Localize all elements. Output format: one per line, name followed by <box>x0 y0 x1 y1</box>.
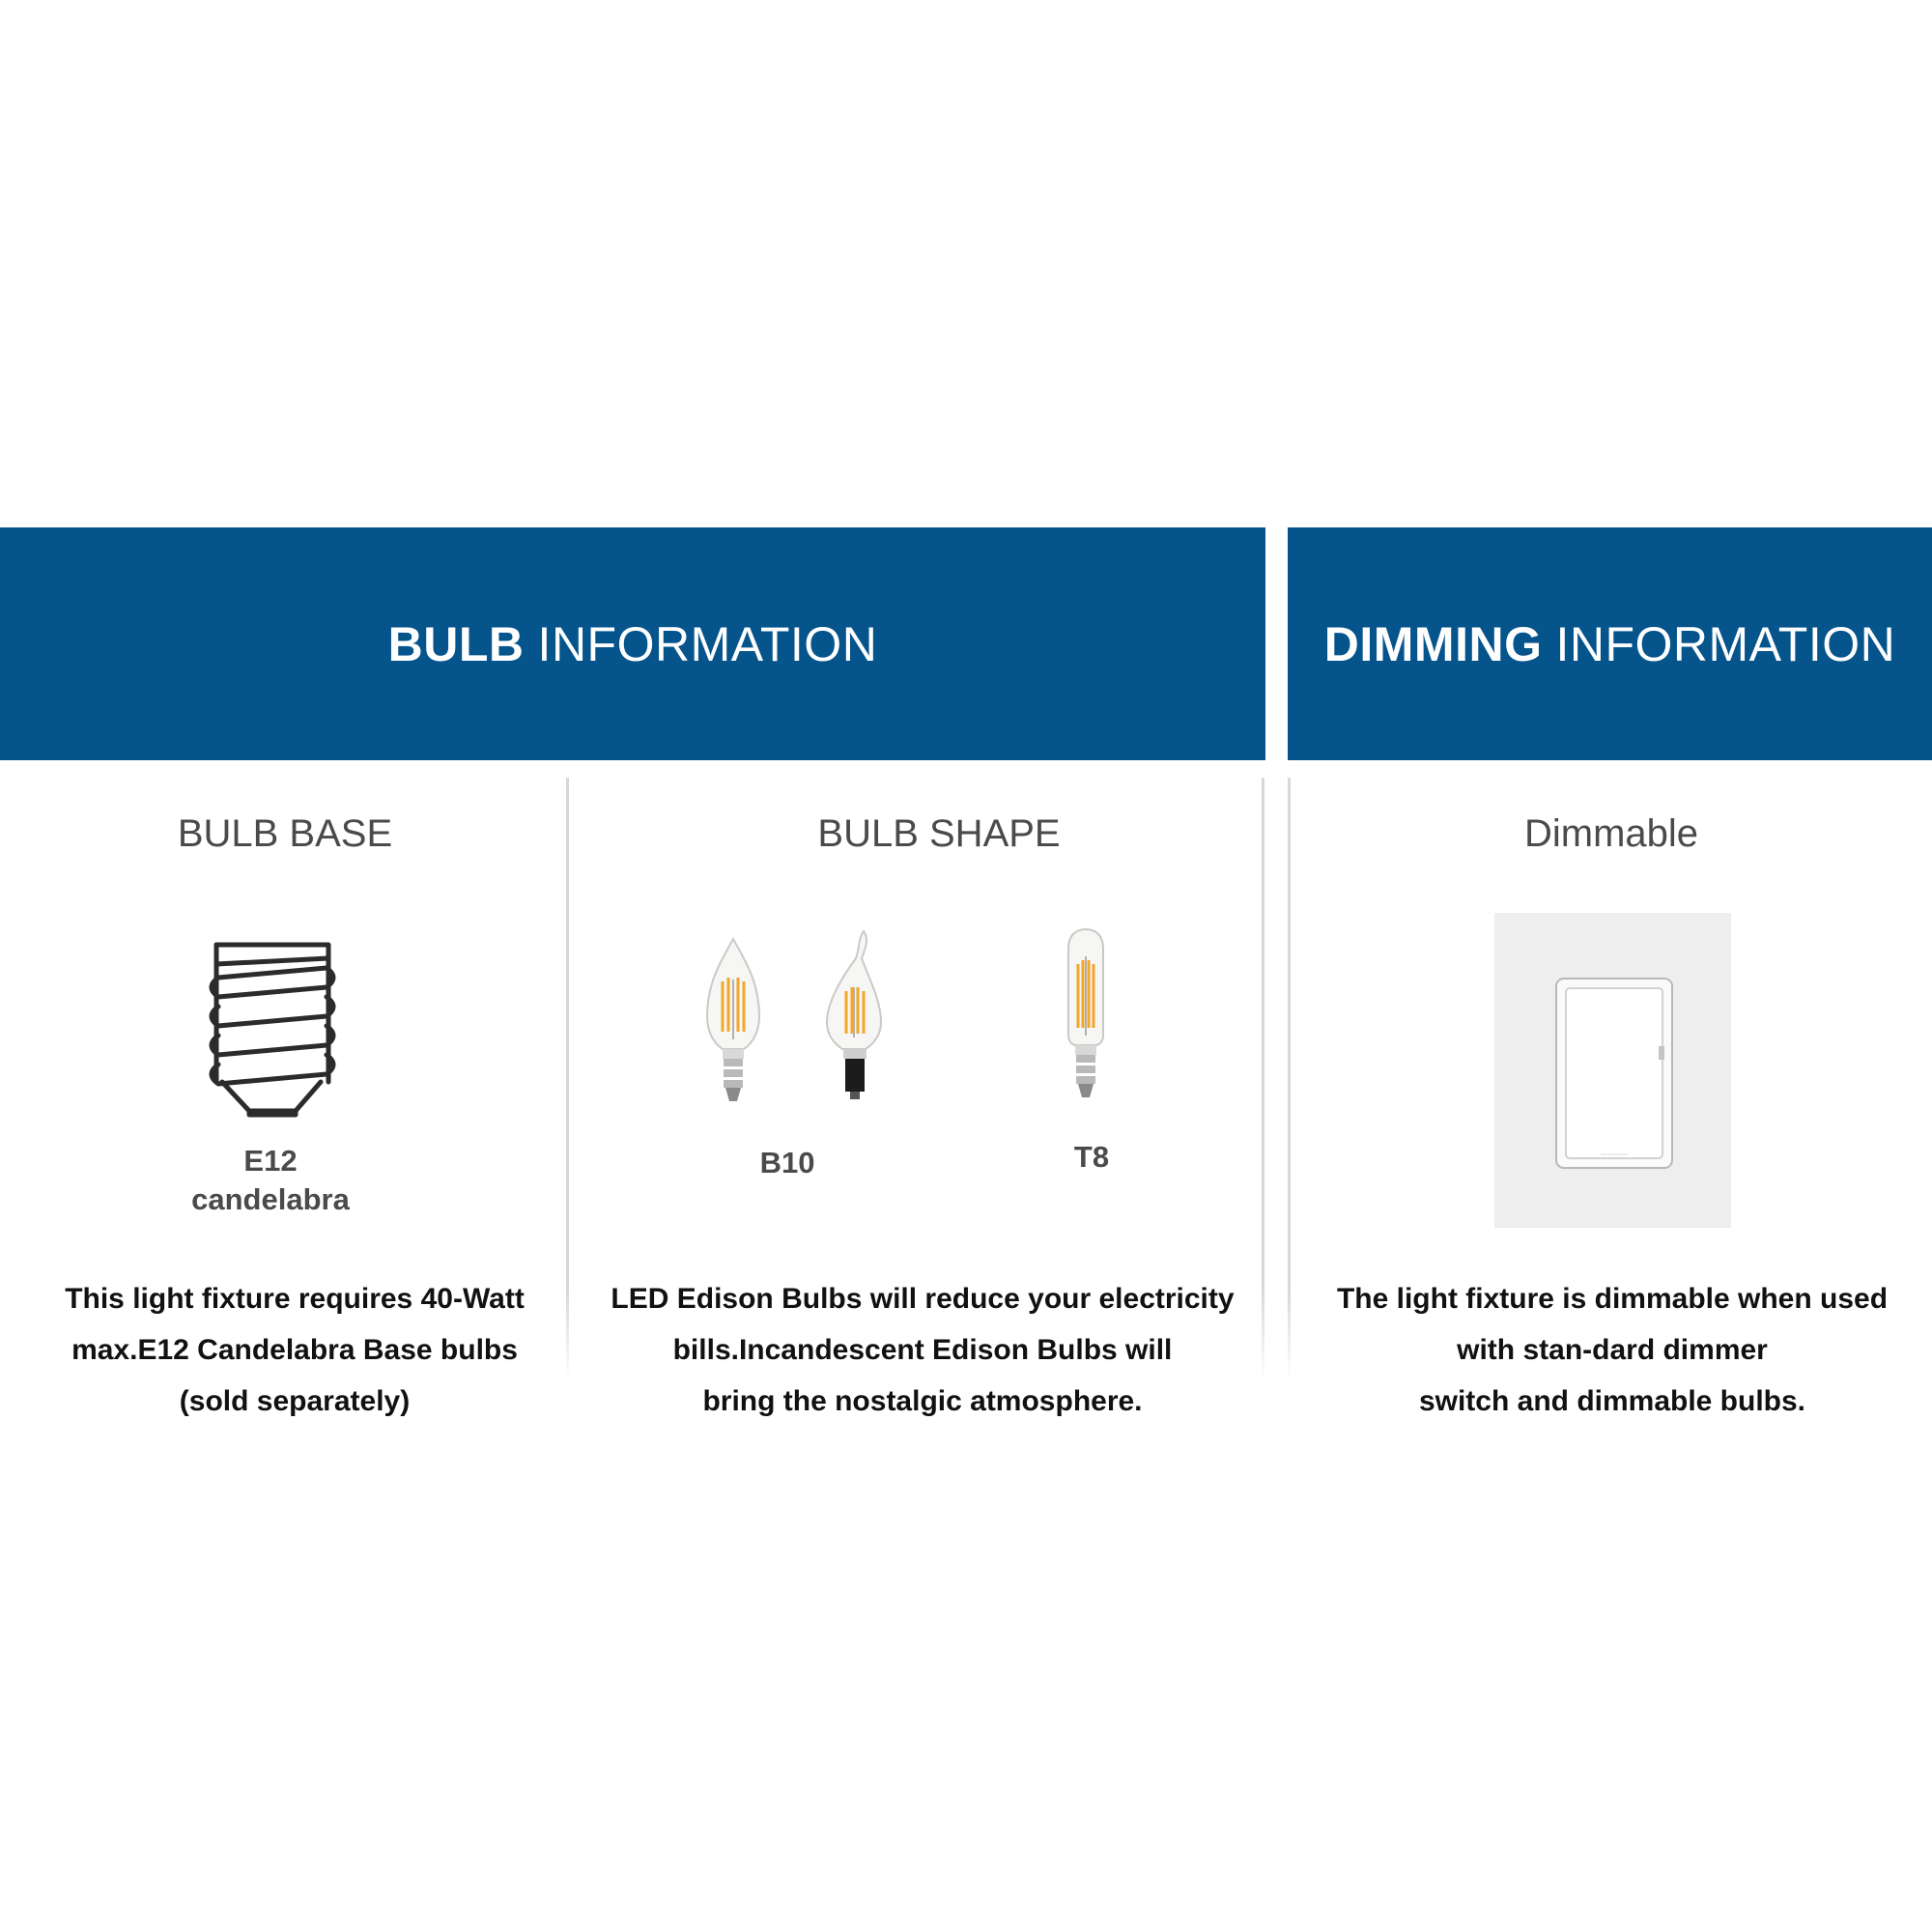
dimming-description <box>1293 1273 1932 1427</box>
bulb-shape-title: BULB SHAPE <box>817 812 1061 855</box>
desc-line: The light fixture is dimmable when used <box>1336 1283 1889 1315</box>
t8-label: T8 <box>1073 1140 1110 1174</box>
tube-bulb-icon <box>1061 927 1111 1101</box>
desc-line: bring the nostalgic atmosphere. <box>702 1385 1143 1417</box>
bulb-base-description <box>19 1273 570 1427</box>
dimmable-title: Dimmable <box>1523 812 1699 855</box>
bulb-information-banner <box>0 527 1265 760</box>
desc-line: (sold separately) <box>179 1385 411 1417</box>
base-type-code: E12 <box>243 1144 298 1178</box>
bulb-shape-description <box>570 1273 1275 1427</box>
banner-bold-text: DIMMING <box>1323 616 1543 671</box>
column-divider <box>1288 778 1291 1381</box>
bulb-base-title: BULB BASE <box>177 812 393 855</box>
desc-line: LED Edison Bulbs will reduce your electricity <box>611 1283 1235 1315</box>
base-type-name: candelabra <box>191 1182 350 1216</box>
desc-line: with stan-dard dimmer <box>1457 1334 1768 1366</box>
flame-tip-bulb-icon <box>821 929 889 1107</box>
candle-bulb-icon <box>703 935 763 1107</box>
b10-label: B10 <box>759 1146 815 1179</box>
screw-base-icon <box>203 937 338 1121</box>
desc-line: This light fixture requires 40-Watt <box>65 1283 525 1315</box>
banner-bold-text: BULB <box>387 616 525 671</box>
desc-line: switch and dimmable bulbs. <box>1418 1385 1806 1417</box>
base-type-label <box>155 1142 386 1219</box>
banner-text: INFORMATION <box>537 616 878 671</box>
desc-line: bills.Incandescent Edison Bulbs will <box>672 1334 1173 1366</box>
banner-text: INFORMATION <box>1555 616 1896 671</box>
dimming-information-banner <box>1288 527 1932 760</box>
dimmer-switch-icon <box>1494 913 1731 1228</box>
desc-line: max.E12 Candelabra Base bulbs <box>71 1334 518 1366</box>
